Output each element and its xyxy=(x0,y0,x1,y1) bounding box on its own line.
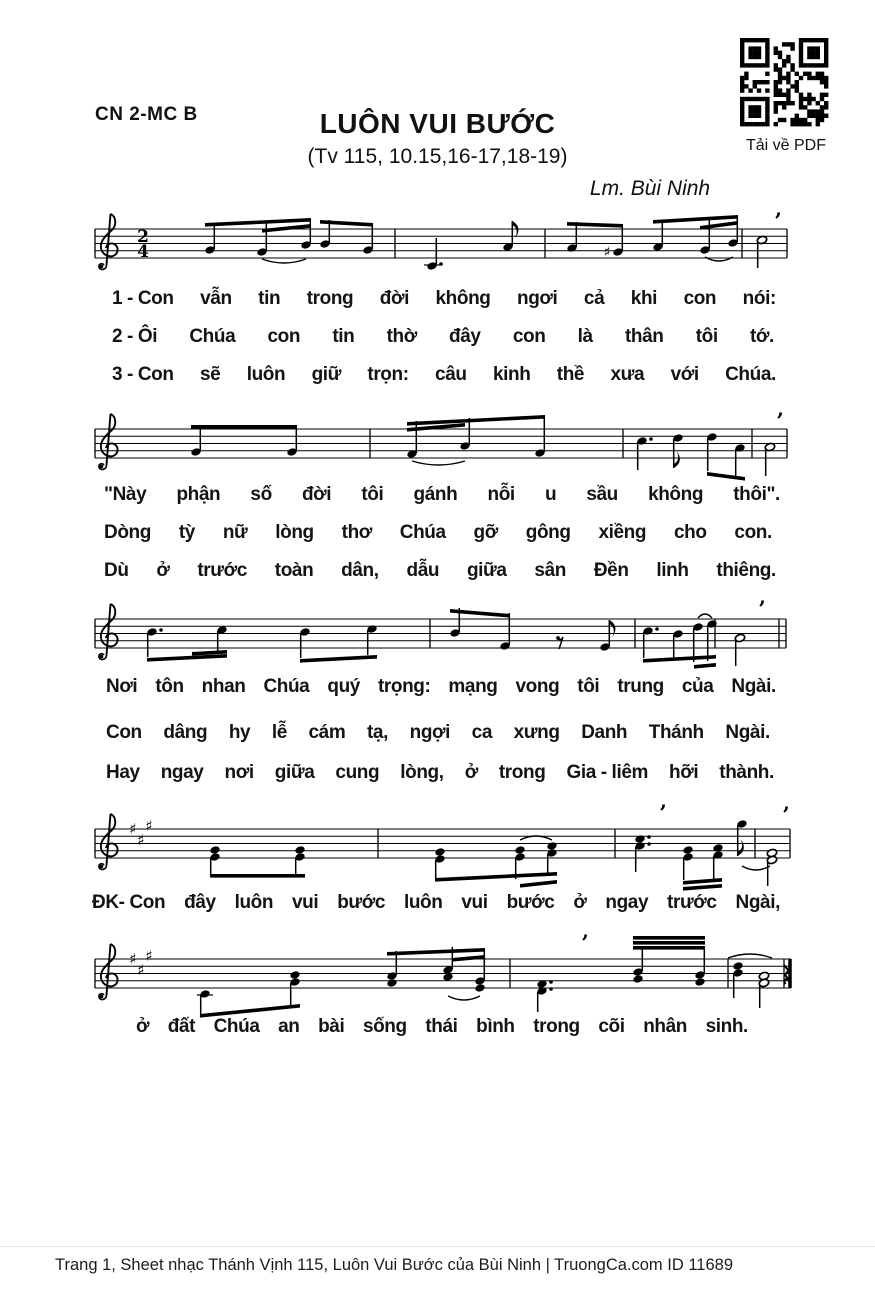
svg-text:♯: ♯ xyxy=(137,961,145,979)
lyric-word: bước xyxy=(506,892,555,913)
lyric-word: tôn xyxy=(155,676,184,697)
lyric-word: trọn: xyxy=(367,364,409,385)
svg-text:’: ’ xyxy=(776,408,784,433)
lyric-word: cho xyxy=(673,522,707,543)
lyric-word: lòng xyxy=(275,522,314,543)
lyric-word: bước xyxy=(337,892,386,913)
svg-text:’: ’ xyxy=(782,802,790,827)
lyric-word: giữa xyxy=(466,560,507,581)
lyric-word: Ngài, xyxy=(735,892,780,913)
lyric-word: hy xyxy=(228,722,251,743)
lyric-word: thái xyxy=(425,1016,458,1037)
lyric-word: đất xyxy=(167,1016,196,1037)
lyric-word: gông xyxy=(525,522,571,543)
lyric-word: là xyxy=(577,326,593,347)
svg-text:4: 4 xyxy=(137,242,149,262)
lyric-word: gánh xyxy=(413,484,458,505)
svg-text:’: ’ xyxy=(774,208,782,233)
lyric-word: vui xyxy=(292,892,319,913)
lyric-word: với xyxy=(670,364,699,385)
lyric-word: luôn xyxy=(246,364,286,385)
lyric-word: luôn xyxy=(234,892,274,913)
lyric-word: đây xyxy=(184,892,216,913)
lyric-word: con. xyxy=(734,522,772,543)
footer-credit: Trang 1, Sheet nhạc Thánh Vịnh 115, Luôn Vui Bước của Bùi Ninh | TruongCa.com ID 11689 xyxy=(55,1256,734,1274)
lyric-word: trong xyxy=(306,288,354,309)
lyrics-verse-1 xyxy=(112,288,776,310)
footer-divider xyxy=(0,1246,875,1247)
lyric-word: hỡi xyxy=(669,762,699,783)
lyric-word: tin xyxy=(258,288,281,309)
lyric-word: ca xyxy=(471,722,492,743)
lyric-word: dẫu xyxy=(406,560,440,581)
lyric-word: cám xyxy=(308,722,346,743)
lyric-word: của xyxy=(681,676,714,697)
lyrics-chorus-line-1 xyxy=(92,892,780,914)
lyric-word: Chúa xyxy=(263,676,310,697)
lyric-word: thờ xyxy=(386,326,417,347)
lyric-word: thề xyxy=(556,364,585,385)
lyric-word: nơi xyxy=(224,762,254,783)
lyric-word: không xyxy=(648,484,704,505)
lyric-word: sẽ xyxy=(199,364,221,385)
lyric-word: thành. xyxy=(719,762,774,783)
svg-text:♯: ♯ xyxy=(137,831,145,849)
svg-text:♯: ♯ xyxy=(603,244,611,261)
lyric-word: trọng: xyxy=(377,676,431,697)
lyric-word: luôn xyxy=(403,892,443,913)
lyric-word: giữa xyxy=(274,762,315,783)
svg-text:’: ’ xyxy=(659,800,667,825)
lyric-word: dân, xyxy=(341,560,379,581)
lyric-word: tin xyxy=(332,326,355,347)
lyric-word: thiêng. xyxy=(716,560,776,581)
lyric-word: u xyxy=(544,484,557,505)
lyric-word: bài xyxy=(318,1016,345,1037)
lyric-word: tôi xyxy=(361,484,384,505)
lyric-word: phận xyxy=(176,484,221,505)
lyric-word: Chúa. xyxy=(725,364,776,385)
lyric-word: tôi xyxy=(695,326,718,347)
lyric-word: cõi xyxy=(598,1016,625,1037)
lyrics-verse-3-line-3 xyxy=(106,762,774,784)
lyric-word: ngay xyxy=(605,892,649,913)
lyric-word: gỡ xyxy=(473,522,498,543)
lyric-word: Dù xyxy=(104,560,129,581)
lyric-word: con xyxy=(683,288,717,309)
lyric-word: ngơi xyxy=(517,288,558,309)
lyric-word: sống xyxy=(362,1016,407,1037)
lyric-word: toàn xyxy=(274,560,314,581)
lyric-word: quý xyxy=(327,676,360,697)
lyric-word: đời xyxy=(379,288,409,309)
lyric-word: tớ. xyxy=(749,326,774,347)
lyric-word: xiềng xyxy=(598,522,647,543)
lyric-word: sầu xyxy=(586,484,618,505)
lyric-word: tạ, xyxy=(366,722,388,743)
lyric-word: vẫn xyxy=(200,288,232,309)
lyrics-verse-3 xyxy=(112,364,776,386)
lyric-word: Con xyxy=(106,722,142,743)
lyric-word: trung xyxy=(617,676,664,697)
svg-text:’: ’ xyxy=(758,596,766,621)
lyric-word: giữ xyxy=(311,364,342,385)
lyric-word: vong xyxy=(515,676,560,697)
lyric-word: nữ xyxy=(222,522,248,543)
lyric-word: cả xyxy=(583,288,605,309)
lyric-word: kinh xyxy=(492,364,531,385)
lyric-word: con xyxy=(267,326,301,347)
lyric-word: nhan xyxy=(201,676,246,697)
lyric-word: ở xyxy=(136,1016,150,1037)
lyric-word: vui xyxy=(461,892,488,913)
lyric-word: cung xyxy=(335,762,380,783)
lyric-word: dâng xyxy=(163,722,208,743)
lyric-word: ngay xyxy=(160,762,204,783)
lyric-word: không xyxy=(435,288,491,309)
lyric-word: an xyxy=(278,1016,300,1037)
lyric-word: Nơi xyxy=(106,676,138,697)
lyrics-verse-1-line-3 xyxy=(106,676,776,698)
lyric-word: ở xyxy=(464,762,478,783)
lyric-word: con xyxy=(512,326,546,347)
lyric-word: nói: xyxy=(742,288,776,309)
lyric-word: đời xyxy=(301,484,332,505)
lyric-word: trong xyxy=(498,762,546,783)
lyric-word: lễ xyxy=(271,722,287,743)
lyric-word: 2 - Ôi xyxy=(112,326,158,347)
lyric-word: thân xyxy=(624,326,664,347)
svg-text:2: 2 xyxy=(137,227,149,247)
lyric-word: Chúa xyxy=(189,326,236,347)
svg-text:♯: ♯ xyxy=(129,820,137,838)
lyric-word: đây xyxy=(449,326,481,347)
lyric-word: tôi xyxy=(577,676,600,697)
lyric-word: tỳ xyxy=(178,522,195,543)
lyrics-verse-3-line-2 xyxy=(104,560,776,582)
lyrics-verse-2 xyxy=(112,326,774,348)
lyric-word: Ngài. xyxy=(731,676,776,697)
lyric-word: thôi". xyxy=(733,484,780,505)
lyric-word: "Này xyxy=(104,484,147,505)
svg-text:♯: ♯ xyxy=(145,947,153,965)
lyrics-verse-1-line-2 xyxy=(104,484,780,506)
lyric-word: nỗi xyxy=(487,484,515,505)
song-title: LUÔN VUI BƯỚC xyxy=(319,108,556,139)
lyric-word: nhân xyxy=(643,1016,687,1037)
lyric-word: lòng, xyxy=(400,762,444,783)
composer-name: Lm. Bùi Ninh xyxy=(589,177,711,200)
svg-text:♯: ♯ xyxy=(145,817,153,835)
lyric-word: sinh. xyxy=(705,1016,748,1037)
lyric-word: sân xyxy=(534,560,566,581)
lyric-word: ở xyxy=(156,560,170,581)
lyric-word: ở xyxy=(573,892,587,913)
lyric-word: bình xyxy=(476,1016,515,1037)
lyric-word: Chúa xyxy=(213,1016,260,1037)
lyric-word: trước xyxy=(667,892,717,913)
lyric-word: trong xyxy=(533,1016,580,1037)
lyric-word: thơ xyxy=(341,522,372,543)
lyric-word: xưng xyxy=(513,722,560,743)
lyric-word: ngợi xyxy=(409,722,451,743)
lyric-word: 3 - Con xyxy=(112,364,174,385)
lyric-word: Danh xyxy=(581,722,628,743)
lyric-word: Đền xyxy=(593,560,629,581)
lyric-word: ĐK- Con xyxy=(92,892,166,913)
qr-label: Tải về PDF xyxy=(745,137,826,154)
lyric-word: 1 - Con xyxy=(112,288,174,309)
lyrics-verse-2-line-3 xyxy=(106,722,770,744)
psalm-reference: (Tv 115, 10.15,16-17,18-19) xyxy=(307,145,568,168)
lyric-word: khi xyxy=(630,288,658,309)
lyric-word: trước xyxy=(197,560,247,581)
lyric-word: linh xyxy=(656,560,689,581)
lyric-word: Hay xyxy=(106,762,140,783)
lyrics-verse-2-line-2 xyxy=(104,522,772,544)
svg-text:♯: ♯ xyxy=(129,950,137,968)
lyric-word: xưa xyxy=(610,364,645,385)
lyric-word: câu xyxy=(435,364,467,385)
lyric-word: Ngài. xyxy=(725,722,770,743)
lyric-word: số xyxy=(250,484,272,505)
lyrics-chorus-line-2 xyxy=(136,1016,748,1038)
lyric-word: Thánh xyxy=(648,722,704,743)
lyric-word: mạng xyxy=(448,676,498,697)
svg-text:’: ’ xyxy=(581,930,589,955)
liturgical-code: CN 2-MC B xyxy=(95,104,198,125)
lyric-word: Dòng xyxy=(104,522,151,543)
lyric-word: Gia - liêm xyxy=(566,762,648,783)
lyric-word: Chúa xyxy=(399,522,446,543)
